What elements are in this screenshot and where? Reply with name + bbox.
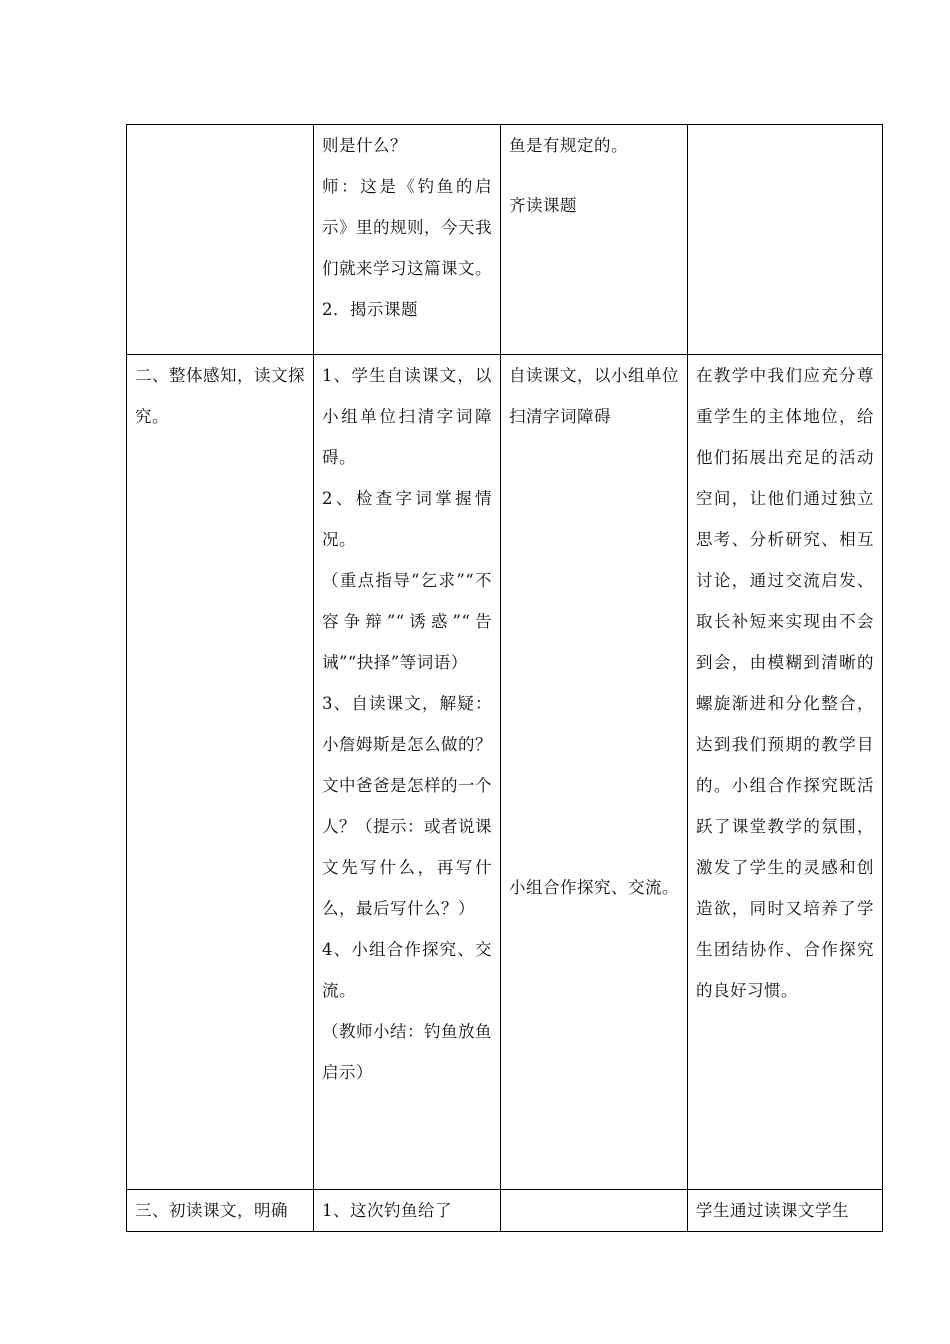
intent-text: 在教学中我们应充分尊重学生的主体地位，给他们拓展出充足的活动空间，让他们通过独立思考、分析研究、相互讨论，通过交流启发、 取长补短来实现由不会到会，由模糊到清晰的螺旋渐进和分化整合，达到我们预期的教学目的。小组合作探究既活跃了课堂教学的氛围，激发了学生的灵感和创造欲，同时又培养了学生团结协作、合作探究的良好习惯。 (696, 366, 874, 1000)
teacher-activity-cell (314, 355, 509, 1190)
intent-text: 学生通过读课文学生 (696, 1201, 849, 1220)
stage-text: 二、整体感知，读文探究。 (135, 366, 305, 426)
design-intent-cell (688, 1190, 883, 1232)
teacher-text: 2、检查字词掌握情况。 (322, 489, 492, 549)
teacher-text: 1、这次钓鱼给了 (322, 1201, 452, 1220)
design-intent-cell (688, 355, 883, 1190)
design-intent-cell (688, 125, 883, 355)
teacher-activity-cell (314, 125, 501, 355)
table-row (127, 355, 883, 1190)
student-text: 小组合作探究、交流。 (509, 878, 679, 897)
teacher-text: 2．揭示课题 (322, 300, 418, 319)
teacher-text: 4、小组合作探究、交流。 (322, 940, 492, 1000)
student-text: 鱼是有规定的。 (509, 136, 628, 155)
teacher-text: 3、自读课文，解疑：小詹姆斯是怎么做的？文中爸爸是怎样的一个人？（提示：或者说课文先写什么，再写什么，最后写什么？） (322, 694, 492, 918)
stage-cell (127, 125, 314, 355)
student-activity-cell (501, 125, 688, 355)
student-text: 齐读课题 (509, 196, 577, 215)
teacher-text: 则是什么？ (322, 136, 407, 155)
teacher-text: 1、学生自读课文，以小组单位扫清字词障碍。 (322, 366, 492, 467)
teacher-text: 师：这是《钓鱼的启示》里的规则，今天我们就来学习这篇课文。 (322, 177, 492, 278)
table-row (127, 125, 883, 355)
student-activity-cell (501, 1190, 688, 1232)
student-activity-cell (501, 355, 688, 1190)
spacer (509, 437, 679, 867)
spacer (509, 166, 679, 185)
stage-cell (127, 355, 314, 1190)
lesson-plan-table (126, 124, 883, 1232)
teacher-text: （教师小结：钓鱼放鱼 启示） (322, 1022, 509, 1082)
stage-text: 三、初读课文，明确 (135, 1201, 288, 1220)
student-text: 自读课文，以小组单位扫清字词障碍 (509, 366, 679, 426)
table-row (127, 1190, 883, 1232)
stage-cell (127, 1190, 314, 1232)
teacher-text: （重点指导“乞求”“不容争辩”“诱惑”“告诫”“抉择”等词语） (322, 571, 492, 672)
teacher-activity-cell (314, 1190, 501, 1232)
